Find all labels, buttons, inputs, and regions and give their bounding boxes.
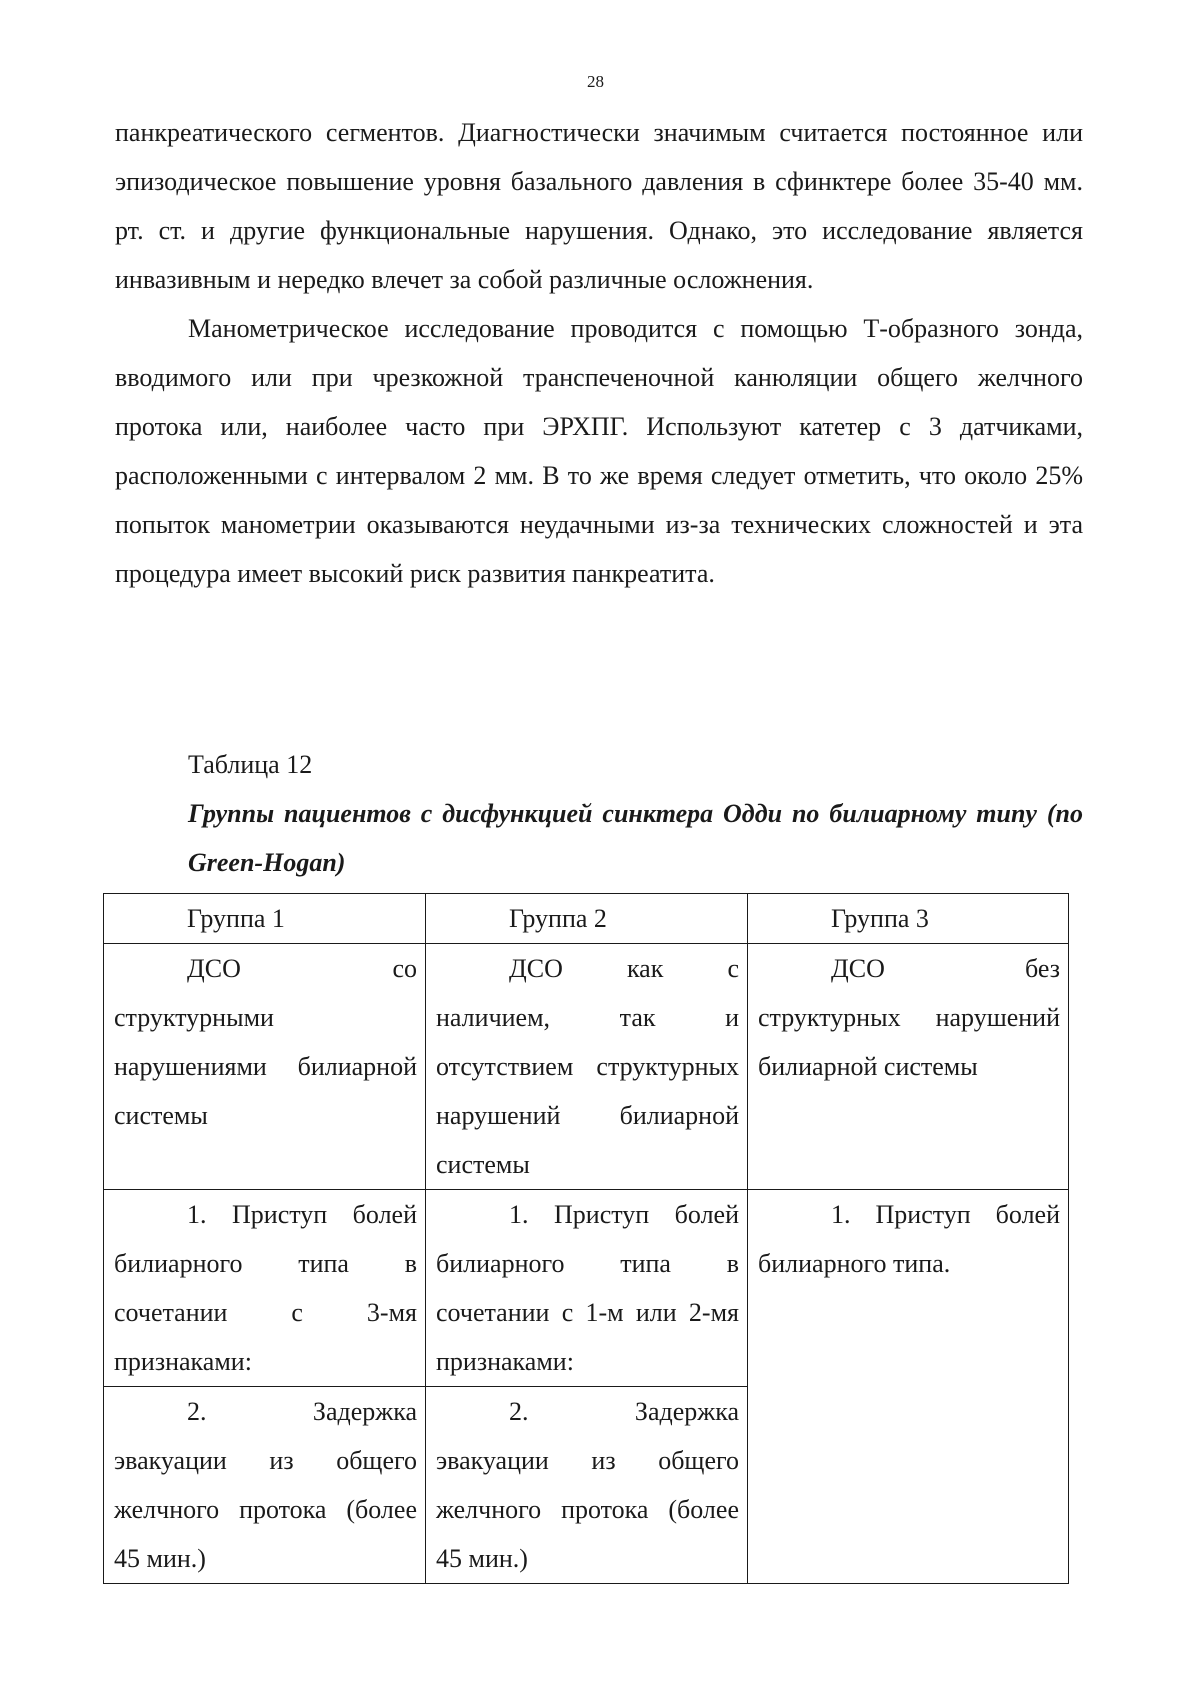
table-cell <box>104 944 426 1190</box>
cell-text: 1. Приступ болей билиарного типа в сочетании с 1-м или 2-мя признаками: <box>436 1200 739 1376</box>
cell-text: 2. Задержка эвакуации из общего желчного протока (более 45 мин.) <box>436 1397 739 1573</box>
table-title: Группы пациентов с дисфункцией синктера Одди по билиарному типу (по Green-Hogan) <box>188 799 1083 877</box>
table-cell <box>426 1190 748 1387</box>
table-row-criterion-1 <box>104 1190 1069 1387</box>
header-cell-group-3: Группа 3 <box>748 894 1069 944</box>
cell-text: ДСО со структурными нарушениями билиарной системы <box>114 954 417 1130</box>
cell-text: ДСО без структурных нарушений билиарной системы <box>758 954 1060 1081</box>
table-cell <box>426 944 748 1190</box>
table-cell <box>104 1190 426 1387</box>
table-cell <box>748 1190 1069 1584</box>
paragraph: Манометрическое исследование проводится с помощью Т-образного зонда, вводимого или при чрезкожной транспеченочной канюляции общего желчного протока или, наиболее часто при ЭРХПГ. Используют катетер с 3 датчиками, расположенными с интервалом 2 мм. В то же время следует отметить, что около 25% попыток манометрии оказываются неудачными из-за технических сложностей и эта процедура имеет высокий риск развития панкреатита. <box>115 314 1083 588</box>
cell-text: 1. Приступ болей билиарного типа в сочетании с 3-мя признаками: <box>114 1200 417 1376</box>
body-text <box>115 108 1083 598</box>
table-row-definition <box>104 944 1069 1190</box>
table-caption: Таблица 12 <box>188 750 313 779</box>
table-cell <box>104 1387 426 1584</box>
table-header-row <box>104 894 1069 944</box>
cell-text: 2. Задержка эвакуации из общего желчного протока (более 45 мин.) <box>114 1397 417 1573</box>
header-cell-group-2: Группа 2 <box>426 894 748 944</box>
header-cell-group-1: Группа 1 <box>104 894 426 944</box>
table-cell <box>426 1387 748 1584</box>
table-cell <box>748 944 1069 1190</box>
paragraph: панкреатического сегментов. Диагностически значимым считается постоянное или эпизодическое повышение уровня базального давления в сфинктере более 35-40 мм. рт. ст. и другие функциональные нарушения. Однако, это исследование является инвазивным и нередко влечет за собой различные осложнения. <box>115 118 1083 294</box>
cell-text: 1. Приступ болей билиарного типа. <box>758 1200 1060 1278</box>
page-number: 28 <box>587 72 604 91</box>
patient-groups-table <box>103 893 1069 1584</box>
cell-text: ДСО как с наличием, так и отсутствием структурных нарушений билиарной системы <box>436 954 739 1179</box>
